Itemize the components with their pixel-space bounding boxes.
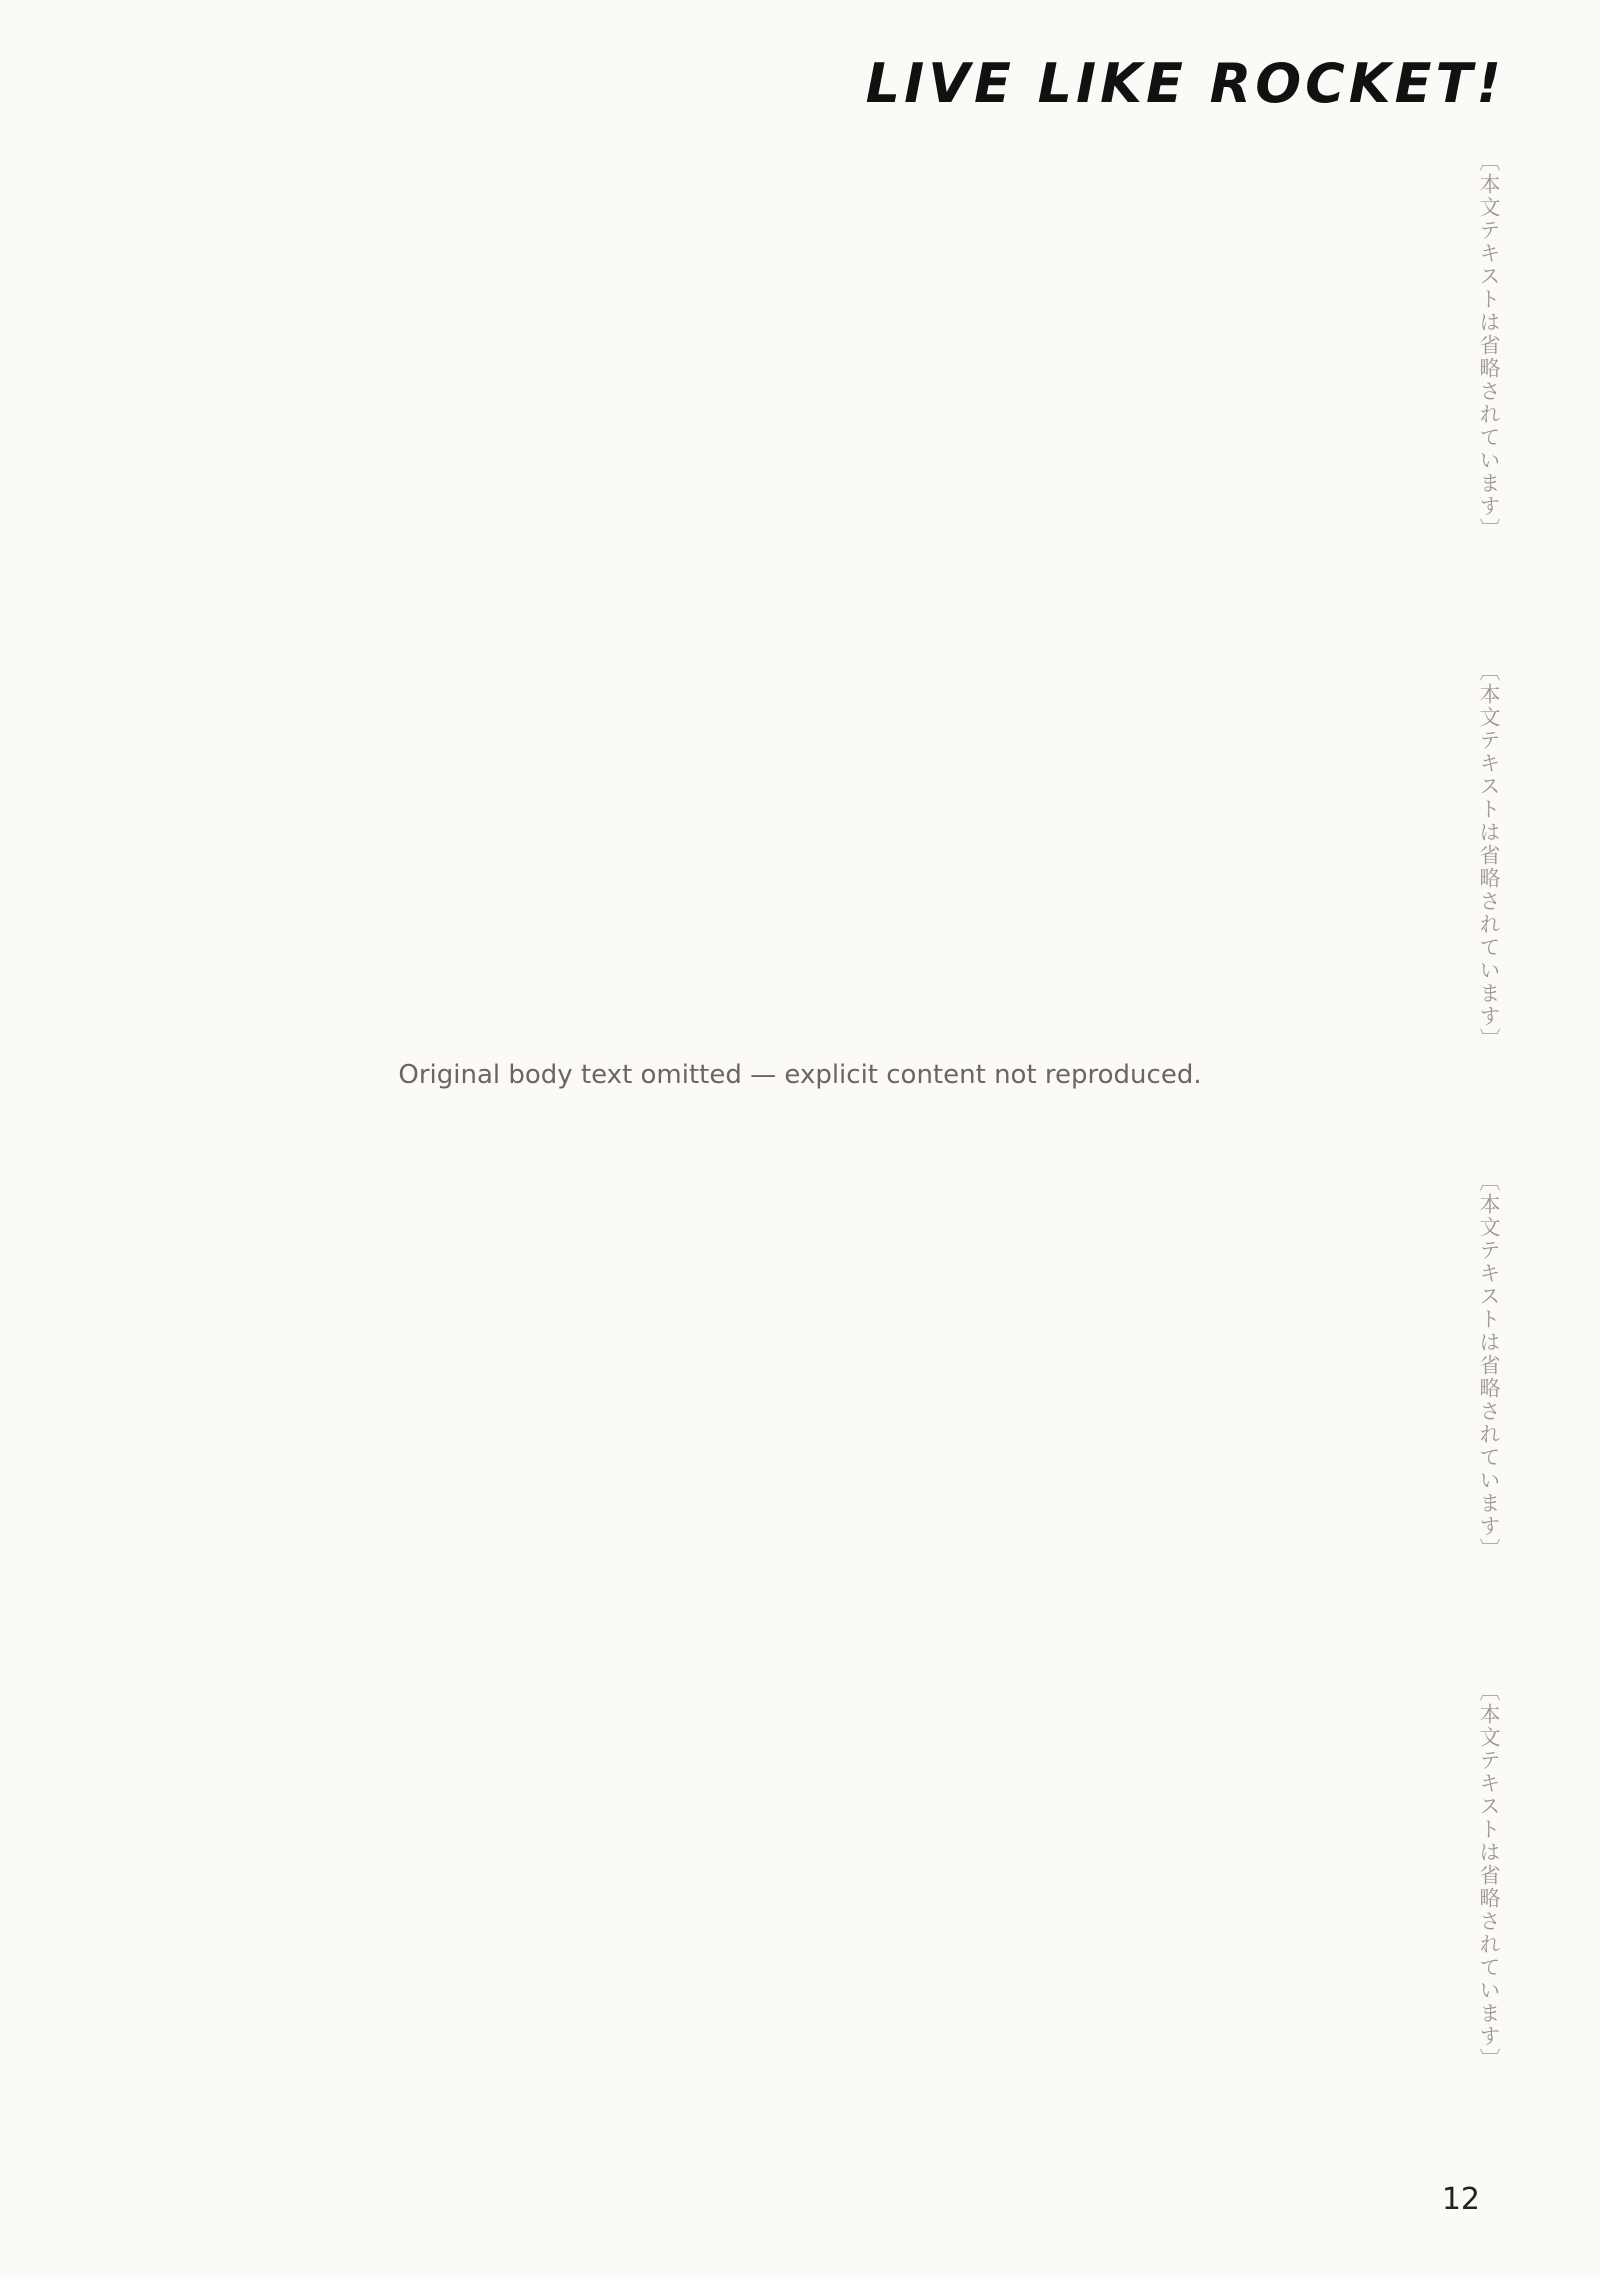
text-band-2 xyxy=(90,660,1510,1120)
header-logo: LIVE LIKE ROCKET! xyxy=(865,52,1505,115)
band-1-placeholder-text: 〔本文テキストは省略されています〕 xyxy=(1477,150,1501,541)
text-band-1 xyxy=(90,150,1510,610)
band-3-placeholder-text: 〔本文テキストは省略されています〕 xyxy=(1477,1170,1501,1561)
sanitization-notice: Original body text omitted — explicit content not reproduced. xyxy=(398,1060,1202,1090)
band-4-placeholder-text: 〔本文テキストは省略されています〕 xyxy=(1477,1680,1501,2071)
band-2-placeholder-text: 〔本文テキストは省略されています〕 xyxy=(1477,660,1501,1051)
text-band-4 xyxy=(90,1680,1510,2140)
page-number: 12 xyxy=(1441,2182,1480,2217)
text-band-3 xyxy=(90,1170,1510,1630)
